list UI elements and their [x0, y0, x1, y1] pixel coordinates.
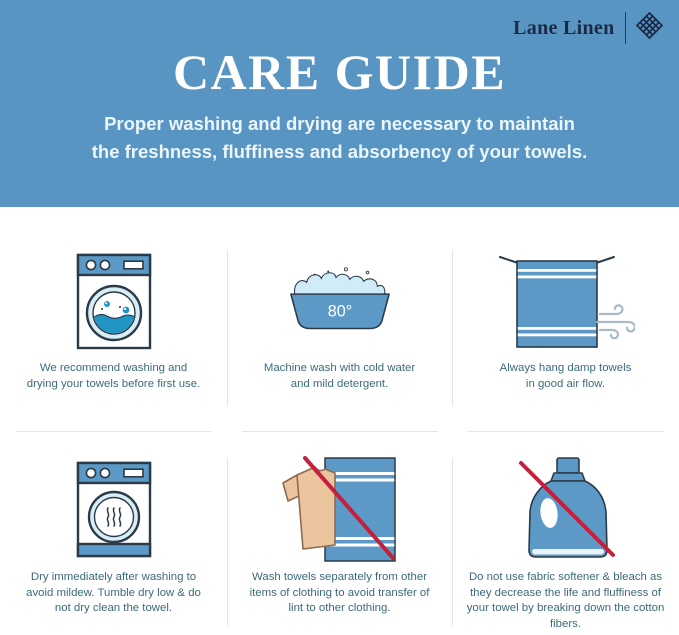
brand-separator — [625, 12, 627, 44]
care-step-card-wash-before-use — [0, 207, 227, 432]
care-steps-grid — [0, 207, 679, 635]
divider-line — [227, 458, 228, 626]
care-step-caption: Do not use fabric softener & bleach as they decrease the life and fluffiness of your towel by breaking down the cotton fibers. — [466, 571, 665, 630]
brand-logo — [513, 12, 663, 44]
tumble-dryer-icon — [74, 456, 154, 562]
subtitle-line-1: Proper washing and drying are necessary to maintain — [104, 113, 575, 134]
no-mixed-washing-icon — [279, 456, 401, 562]
divider-line — [242, 431, 438, 432]
divider-line — [227, 250, 228, 406]
washing-machine-icon — [74, 249, 154, 353]
care-step-card-hang-dry — [452, 207, 679, 432]
care-step-card-no-softener — [452, 432, 679, 635]
care-step-card-cold-wash — [227, 207, 452, 432]
wind-icon — [597, 305, 635, 338]
subtitle — [0, 110, 679, 166]
divider-line — [16, 431, 212, 432]
care-step-caption: Always hang damp towels in good air flow. — [499, 362, 632, 390]
care-step-card-wash-separately — [227, 432, 452, 635]
weave-pattern-icon — [636, 12, 663, 44]
header — [0, 0, 679, 207]
divider-line — [452, 250, 453, 406]
divider-line — [452, 458, 453, 626]
care-step-caption: Dry immediately after washing to avoid mildew. Tumble dry low & do not dry clean the towel. — [26, 571, 201, 615]
care-step-caption: Machine wash with cold water and mild detergent. — [263, 362, 416, 390]
hanging-towel-airflow-icon — [497, 249, 635, 353]
subtitle-line-2: the freshness, fluffiness and absorbency of your towels. — [91, 141, 588, 162]
page-title: CARE GUIDE — [172, 44, 507, 100]
t-shirt-icon — [283, 467, 335, 549]
wash-basin-icon — [285, 249, 395, 353]
temperature-label: 80° — [327, 302, 352, 321]
divider-line — [467, 431, 663, 432]
care-step-caption: We recommend washing and drying your towels before first use. — [26, 362, 201, 390]
care-step-caption: Wash towels separately from other items of clothing to avoid transfer of lint to other clothing. — [249, 571, 430, 615]
brand-name: Lane Linen — [513, 16, 615, 39]
care-step-card-dry-immediately — [0, 432, 227, 635]
no-fabric-softener-icon — [507, 456, 625, 562]
